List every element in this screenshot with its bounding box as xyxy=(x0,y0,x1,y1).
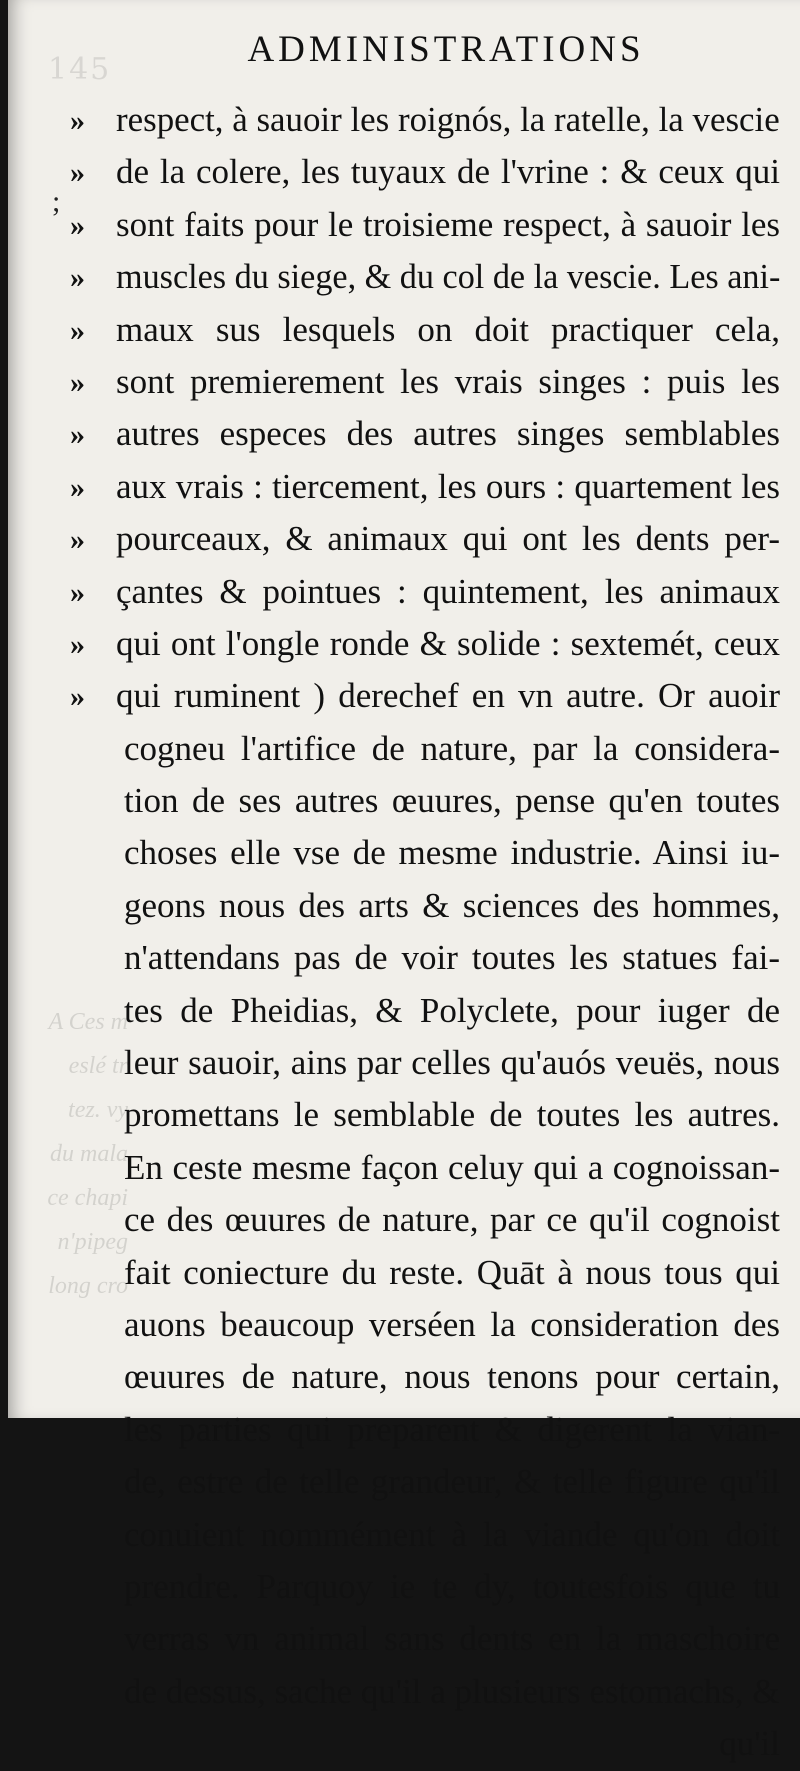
text-line xyxy=(8,618,800,670)
line-text: fait coniecture du reste. Quāt à nous tous qui xyxy=(124,1252,780,1292)
line-text: cogneu l'artifice de nature, par la considera- xyxy=(124,728,780,768)
text-line xyxy=(8,1299,800,1351)
text-line xyxy=(8,513,800,565)
line-text: de dessus, sache qu'il a plusieurs estomachs, & xyxy=(124,1671,780,1711)
text-line xyxy=(8,1613,800,1665)
line-text: tion de ses autres œuures, pense qu'en toutes xyxy=(124,781,780,821)
ghost-note-line: ce chapi xyxy=(47,1185,128,1211)
line-text: qui ont l'ongle ronde & solide : sextemét, ceux xyxy=(116,623,780,663)
text-line xyxy=(8,932,800,984)
text-line xyxy=(8,723,800,775)
quotation-mark: » xyxy=(70,418,83,452)
quotation-mark: » xyxy=(70,470,83,504)
text-line xyxy=(8,1089,800,1141)
text-line xyxy=(8,1404,800,1456)
text-line xyxy=(8,1142,800,1194)
text-line xyxy=(8,146,800,198)
text-line xyxy=(8,461,800,513)
text-line xyxy=(8,1194,800,1246)
line-text: autres especes des autres singes semblables xyxy=(116,414,780,454)
text-line xyxy=(8,1509,800,1561)
text-block xyxy=(8,94,800,1771)
line-text: sont premierement les vrais singes : puis les xyxy=(116,361,780,401)
text-line xyxy=(8,1718,800,1770)
text-line xyxy=(8,566,800,618)
line-text: auons beaucoup verséen la consideration des xyxy=(124,1304,780,1344)
line-text: de la colere, les tuyaux de l'vrine : & ceux qui xyxy=(116,152,780,192)
line-text: ce des œuures de nature, par ce qu'il cognoist xyxy=(124,1200,780,1240)
quotation-mark: » xyxy=(70,313,83,347)
line-text: choses elle vse de mesme industrie. Ainsi iu- xyxy=(124,833,780,873)
text-line xyxy=(8,94,800,146)
text-line xyxy=(8,199,800,251)
quotation-mark: » xyxy=(70,104,83,137)
line-text: sont faits pour le troisieme respect, à sauoir les xyxy=(116,204,780,244)
quotation-mark: » xyxy=(70,627,83,661)
text-line xyxy=(8,1351,800,1403)
line-text: respect, à sauoir les roignós, la ratelle, la vescie xyxy=(116,100,780,139)
ghost-note-line: du mala xyxy=(50,1141,128,1167)
bleed-page-number: 145 xyxy=(48,52,112,87)
text-line xyxy=(8,408,800,460)
line-text: geons nous des arts & sciences des hommes, xyxy=(124,885,780,925)
quotation-mark: » xyxy=(70,156,83,190)
ghost-note-line: long cro xyxy=(48,1273,128,1299)
line-text: çantes & pointues : quintement, les animaux xyxy=(116,571,780,611)
ghost-note-line: n'pipeg xyxy=(57,1229,128,1255)
text-line xyxy=(8,827,800,879)
text-line xyxy=(8,775,800,827)
text-line xyxy=(8,1666,800,1718)
ghost-note-line: tez. vy xyxy=(68,1097,128,1123)
line-text: aux vrais : tiercement, les ours : quartement les xyxy=(116,466,780,506)
quotation-mark: » xyxy=(70,523,83,557)
line-text: qui ruminent ) derechef en vn autre. Or auoir xyxy=(116,676,780,716)
text-line xyxy=(8,670,800,722)
quotation-mark: » xyxy=(70,680,83,714)
line-text: muscles du siege, & du col de la vescie. Les ani- xyxy=(116,257,781,297)
line-text: verras vn animal sans dents en la maschoire xyxy=(124,1619,780,1659)
line-text: pourceaux, & animaux qui ont les dents per- xyxy=(116,519,780,559)
line-text: œuures de nature, nous tenons pour certain, xyxy=(124,1357,780,1397)
line-text: de, estre de telle grandeur, & telle figure qu'il xyxy=(124,1462,780,1502)
text-line xyxy=(8,1037,800,1089)
text-line xyxy=(8,880,800,932)
text-line xyxy=(8,1247,800,1299)
line-text: tes de Pheidias, & Polyclete, pour iuger de xyxy=(124,990,780,1030)
book-page xyxy=(8,0,800,1764)
quotation-mark: » xyxy=(70,575,83,609)
text-line xyxy=(8,1561,800,1613)
quotation-mark: » xyxy=(70,261,83,295)
margin-mark: ; xyxy=(52,185,61,218)
line-text: leur sauoir, ains par celles qu'auós veuës, nous xyxy=(124,1043,780,1083)
text-line xyxy=(8,1456,800,1508)
text-line xyxy=(8,251,800,303)
line-text: n'attendans pas de voir toutes les statues fai- xyxy=(124,938,780,978)
line-text: En ceste mesme façon celuy qui a cognoissan- xyxy=(124,1147,780,1187)
line-text: qu'il xyxy=(719,1724,780,1764)
ghost-note-line: A Ces m xyxy=(48,1009,128,1035)
text-line xyxy=(8,985,800,1037)
line-text: maux sus lesquels on doit practiquer cela, xyxy=(116,309,780,349)
ghost-note-line: eslé tr xyxy=(68,1053,128,1079)
quotation-mark: » xyxy=(70,208,83,242)
line-text: promettans le semblable de toutes les autres. xyxy=(124,1095,780,1135)
text-line xyxy=(8,304,800,356)
line-text: les parties qui preparent & digerent la vian- xyxy=(124,1409,780,1449)
running-head: ADMINISTRATIONS xyxy=(247,29,645,70)
quotation-mark: » xyxy=(70,365,83,399)
line-text: prendre. Parquoy ie te dy, toutesfois que tu xyxy=(124,1566,780,1606)
text-line xyxy=(8,356,800,408)
line-text: conuient nommément à la viande qu'on doit xyxy=(124,1514,780,1554)
